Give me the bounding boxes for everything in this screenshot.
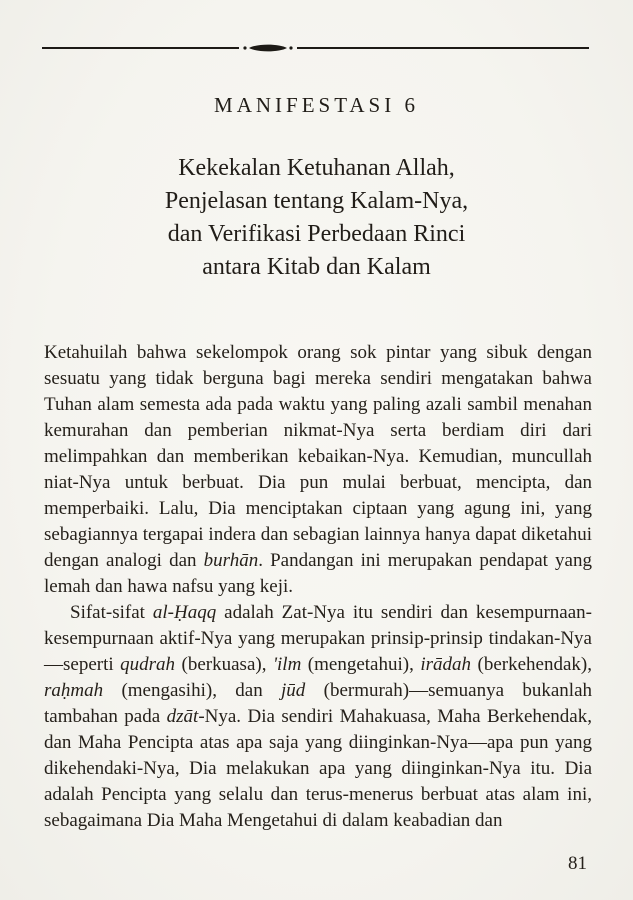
- divider-line-left: [42, 47, 239, 49]
- italic-term: jūd: [281, 680, 306, 701]
- page-number: 81: [568, 853, 587, 874]
- chapter-heading-line: Penjelasan tentang Kalam-Nya,: [164, 188, 469, 214]
- text-segment: Sifat-sifat: [70, 602, 153, 623]
- text-segment: adalah Zat-Nya itu sendiri dan kesempurnaan-kesempurnaan aktif-Nya yang merupakan prinsip-prinsip tindakan-Nya—seperti: [44, 602, 592, 675]
- chapter-heading-line: dan Verifikasi Perbedaan Rinci: [167, 221, 466, 247]
- text-segment: (berkehendak),: [471, 654, 592, 675]
- italic-term: qudrah: [120, 654, 176, 675]
- chapter-heading: [0, 152, 633, 284]
- chapter-heading-line: antara Kitab dan Kalam: [202, 254, 431, 280]
- text-segment: (mengasihi), dan: [103, 680, 282, 701]
- text-segment: Ketahuilah bahwa sekelompok orang sok pintar yang sibuk dengan sesuatu yang tidak berguna bagi mereka sendiri mengatakan bahwa Tuhan alam semesta ada pada waktu yang paling azali sambil menahan kemurahan dan pemberian nikmat-Nya serta berdiam diri dari melimpahkan dan memberikan kebaikan-Nya. Kemudian, muncullah niat-Nya untuk berbuat. Dia pun mulai berbuat, mencipta, dan memperbaiki. Lalu, Dia menciptakan ciptaan yang agung ini, yang sebagiannya tergapai indera dan sebagian lainnya hanya dapat diketahui dengan analogi dan: [44, 342, 592, 571]
- chapter-label: MANIFESTASI 6: [214, 93, 419, 117]
- body-text: [44, 340, 592, 834]
- top-divider: [42, 42, 589, 54]
- italic-term: irādah: [420, 654, 472, 675]
- text-segment: (bermurah)—semuanya bukanlah tambahan pada: [44, 680, 592, 727]
- text-segment: . Pandangan ini merupakan pendapat yang lemah dan hawa nafsu yang keji.: [44, 550, 592, 597]
- text-segment: (berkuasa),: [175, 654, 273, 675]
- italic-term: burhān: [203, 550, 259, 571]
- text-segment: -Nya. Dia sendiri Mahakuasa, Maha Berkehendak, dan Maha Pencipta atas apa saja yang diinginkan-Nya—apa pun yang dikehendaki-Nya, Dia melakukan apa yang diinginkan-Nya itu. Dia adalah Pencipta yang selalu dan terus-menerus berbuat atas alam ini, sebagaimana Dia Maha Mengetahui di dalam keabadian dan: [44, 706, 592, 831]
- italic-term: al-Ḥaqq: [152, 602, 217, 623]
- italic-term: 'ilm: [272, 654, 302, 675]
- chapter-heading-line: Kekekalan Ketuhanan Allah,: [178, 155, 455, 181]
- divider-ornament: [241, 42, 295, 54]
- paragraph: [44, 600, 592, 834]
- text-segment: (mengetahui),: [301, 654, 421, 675]
- divider-line-right: [297, 47, 589, 49]
- italic-term: raḥmah: [44, 680, 104, 701]
- italic-term: dzāt: [166, 706, 199, 727]
- paragraph: [44, 340, 592, 600]
